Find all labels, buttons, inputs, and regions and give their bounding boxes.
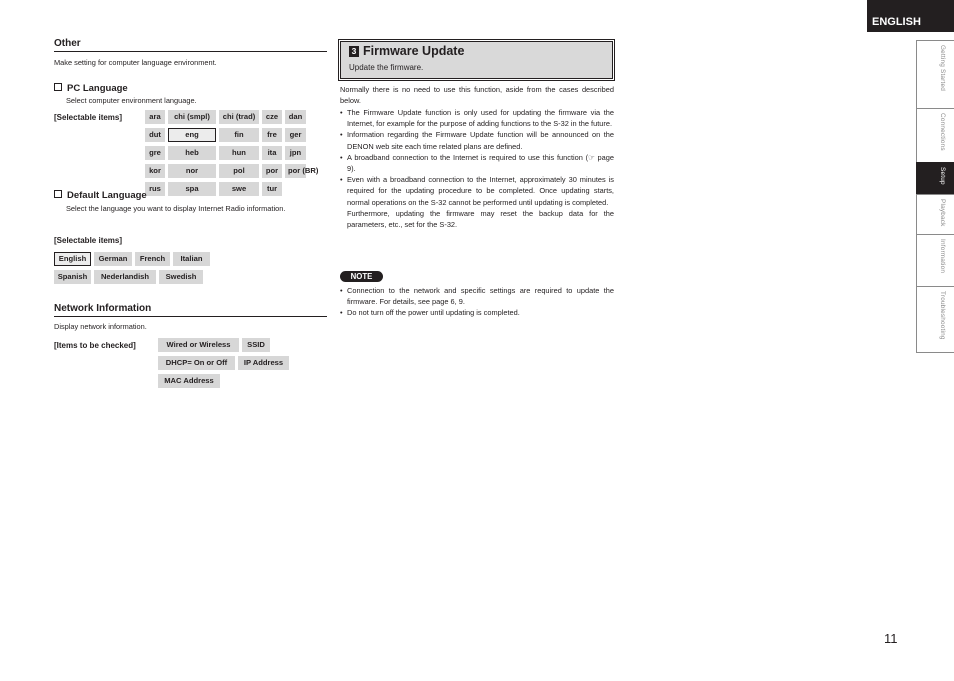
pc-language-title-text: PC Language: [67, 83, 128, 94]
side-nav-setup[interactable]: [916, 162, 954, 194]
default-language-option[interactable]: Spanish: [54, 270, 91, 284]
pc-language-option[interactable]: ara: [145, 110, 165, 124]
other-title: Other: [54, 38, 81, 49]
default-language-option[interactable]: Italian: [173, 252, 210, 266]
pc-language-option[interactable]: chi (trad): [219, 110, 259, 124]
side-nav-information[interactable]: [916, 234, 954, 286]
firmware-intro: Normally there is no need to use this function, aside from the cases described below.: [340, 85, 614, 106]
side-nav-label: Getting Started: [939, 45, 946, 91]
network-info-label: [Items to be checked]: [54, 341, 136, 350]
other-description: Make setting for computer language environment.: [54, 58, 217, 67]
default-language-option[interactable]: German: [94, 252, 132, 266]
pc-language-title: [54, 83, 128, 94]
side-nav-end-rule: [916, 352, 954, 353]
pc-language-option-selected[interactable]: eng: [168, 128, 216, 142]
network-info-item: IP Address: [238, 356, 289, 370]
language-tab-label: ENGLISH: [872, 16, 921, 28]
pc-language-option[interactable]: rus: [145, 182, 165, 196]
pc-language-option[interactable]: jpn: [285, 146, 306, 160]
pc-language-label: [Selectable items]: [54, 113, 123, 122]
side-nav-label: Information: [939, 239, 946, 274]
network-info-rule: [54, 316, 327, 317]
side-nav: [916, 40, 954, 353]
default-language-row-1: [54, 252, 210, 266]
pc-language-option[interactable]: hun: [219, 146, 259, 160]
firmware-bullet: • Information regarding the Firmware Update function will be announced on the DENON web site each time related plans are defined.: [340, 129, 614, 151]
checkbox-icon: [54, 190, 62, 198]
pc-language-option[interactable]: por: [262, 164, 282, 178]
pc-language-option[interactable]: nor: [168, 164, 216, 178]
pc-language-option[interactable]: spa: [168, 182, 216, 196]
firmware-bullet-list: [340, 107, 614, 230]
note-bullet: • Do not turn off the power until updating is completed.: [340, 307, 614, 318]
firmware-bullet: • The Firmware Update function is only used for updating the firmware via the Internet, for example for the purpose of adding functions to the S-32 in the future.: [340, 107, 614, 129]
default-language-option[interactable]: Nederlandish: [94, 270, 156, 284]
default-language-option[interactable]: Swedish: [159, 270, 203, 284]
pc-language-option[interactable]: cze: [262, 110, 282, 124]
default-language-option-selected[interactable]: English: [54, 252, 91, 266]
pc-language-option[interactable]: kor: [145, 164, 165, 178]
network-info-title: Network Information: [54, 303, 152, 314]
side-nav-label: Playback: [939, 199, 946, 227]
other-rule: [54, 51, 327, 52]
note-bullet-list: [340, 285, 614, 319]
default-language-description: Select the language you want to display Internet Radio information.: [66, 204, 286, 213]
default-language-row-2: [54, 270, 203, 284]
note-bullet: • Connection to the network and specific settings are required to update the firmware. For details, see page 6, 9.: [340, 285, 614, 307]
side-nav-playback[interactable]: [916, 194, 954, 234]
network-info-row-3: [158, 374, 220, 388]
pc-language-option[interactable]: swe: [219, 182, 259, 196]
network-info-row-1: [158, 338, 270, 352]
side-nav-connections[interactable]: [916, 108, 954, 162]
pc-language-option[interactable]: heb: [168, 146, 216, 160]
pc-language-option[interactable]: dan: [285, 110, 306, 124]
firmware-update-header: [340, 41, 613, 79]
network-info-row-2: [158, 356, 289, 370]
language-tab: [867, 0, 954, 32]
note-label: NOTE: [340, 271, 383, 282]
network-info-description: Display network information.: [54, 322, 147, 331]
side-nav-label: Troubleshooting: [939, 291, 946, 340]
network-info-item: Wired or Wireless: [158, 338, 239, 352]
pc-language-description: Select computer environment language.: [66, 96, 197, 105]
pc-language-option[interactable]: tur: [262, 182, 282, 196]
side-nav-label: Setup: [939, 167, 946, 185]
default-language-title-text: Default Language: [67, 190, 147, 201]
pc-language-option[interactable]: fre: [262, 128, 282, 142]
network-info-item: SSID: [242, 338, 270, 352]
pc-language-option[interactable]: pol: [219, 164, 259, 178]
firmware-update-subtitle: Update the firmware.: [349, 63, 424, 72]
side-nav-getting-started[interactable]: [916, 40, 954, 108]
firmware-bullet: • Even with a broadband connection to the Internet, approximately 30 minutes is required for the updating procedure to be completed. Once updating starts, normal operations on the S-32 cannot be performed until updating is completed. Furthermore, updating the firmware may reset the backup data for the parameters, etc., set for the S-32.: [340, 174, 614, 230]
pc-language-options: [145, 110, 319, 196]
checkbox-icon: [54, 83, 62, 91]
pc-language-option[interactable]: chi (smpl): [168, 110, 216, 124]
network-info-item: MAC Address: [158, 374, 220, 388]
pc-language-option[interactable]: ita: [262, 146, 282, 160]
side-nav-label: Connections: [939, 113, 946, 151]
pc-language-option[interactable]: gre: [145, 146, 165, 160]
section-number-badge: 3: [349, 46, 359, 57]
page-number: 11: [884, 631, 898, 646]
network-info-item: DHCP= On or Off: [158, 356, 235, 370]
default-language-title: [54, 190, 147, 201]
firmware-update-title: Firmware Update: [363, 44, 465, 58]
firmware-bullet: • A broadband connection to the Internet is required to use this function (☞ page 9).: [340, 152, 614, 174]
side-nav-troubleshooting[interactable]: [916, 286, 954, 352]
pc-language-option[interactable]: dut: [145, 128, 165, 142]
default-language-label: [Selectable items]: [54, 236, 123, 245]
default-language-option[interactable]: French: [135, 252, 170, 266]
pc-language-option[interactable]: por (BR): [285, 164, 306, 178]
pc-language-option[interactable]: fin: [219, 128, 259, 142]
pc-language-option[interactable]: ger: [285, 128, 306, 142]
